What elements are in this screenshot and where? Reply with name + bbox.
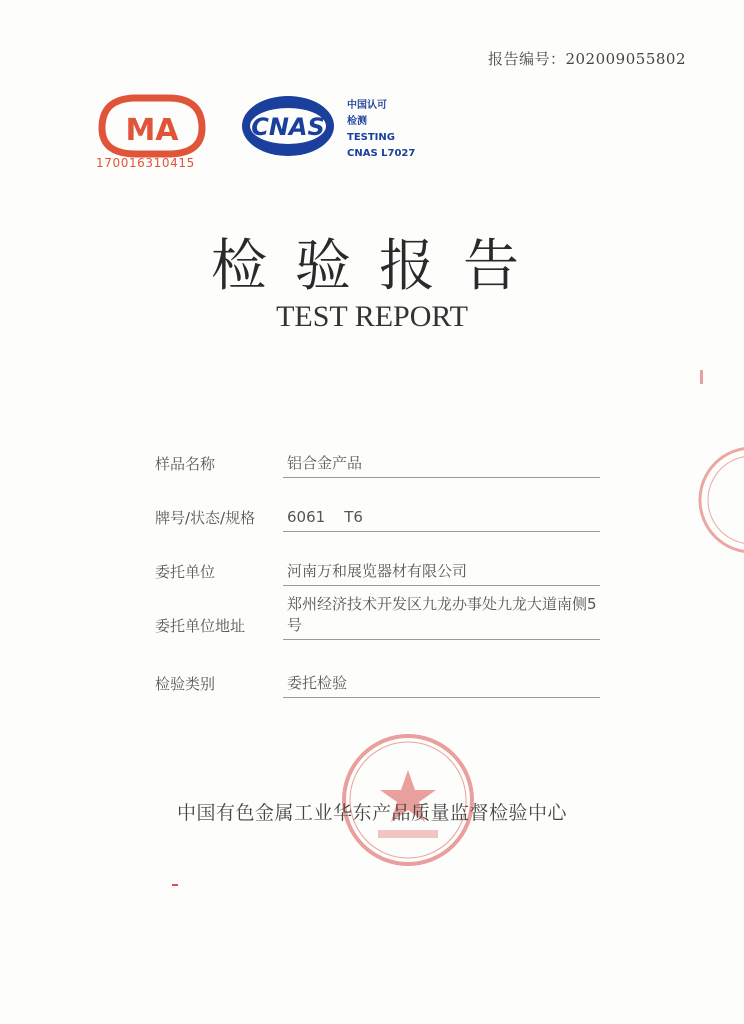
field-label: 委托单位地址 (155, 617, 246, 635)
field-row-client (155, 558, 600, 586)
field-label: 样品名称 (155, 455, 216, 473)
svg-text:CNAS: CNAS (251, 113, 325, 141)
red-mark-edge (700, 370, 703, 384)
cnas-line-3: TESTING (347, 132, 395, 143)
field-row-test-type (155, 670, 600, 698)
report-fields (155, 450, 600, 698)
red-mark (172, 884, 178, 886)
cnas-logo (238, 92, 338, 160)
cnas-caption (347, 98, 415, 162)
title-chinese: 检验报告 (211, 234, 547, 299)
field-label: 委托单位 (155, 563, 216, 581)
svg-text:MA: MA (125, 113, 179, 148)
field-row-grade (155, 504, 600, 532)
field-value: 委托检验 (283, 673, 600, 698)
cnas-line-2: 检测 (347, 116, 367, 127)
cma-code: 170016310415 (96, 156, 195, 170)
organization-name: 中国有色金属工业华东产品质量监督检验中心 (176, 802, 567, 824)
cnas-line-4: CNAS L7027 (347, 148, 416, 159)
title-english: TEST REPORT (276, 300, 468, 333)
field-label: 检验类别 (155, 675, 216, 693)
report-number: 报告编号：202009055802 (487, 50, 686, 68)
field-label: 牌号/状态/规格 (155, 509, 256, 527)
field-value: 河南万和展览器材有限公司 (283, 561, 600, 586)
field-value: 铝合金产品 (283, 453, 600, 478)
field-value: 郑州经济技术开发区九龙办事处九龙大道南侧5号 (283, 594, 600, 640)
field-row-client-address (155, 594, 600, 640)
field-value: 6061 T6 (283, 507, 600, 532)
cnas-line-1: 中国认可 (347, 100, 387, 111)
edge-seal (694, 440, 744, 560)
field-row-sample-name (155, 450, 600, 478)
